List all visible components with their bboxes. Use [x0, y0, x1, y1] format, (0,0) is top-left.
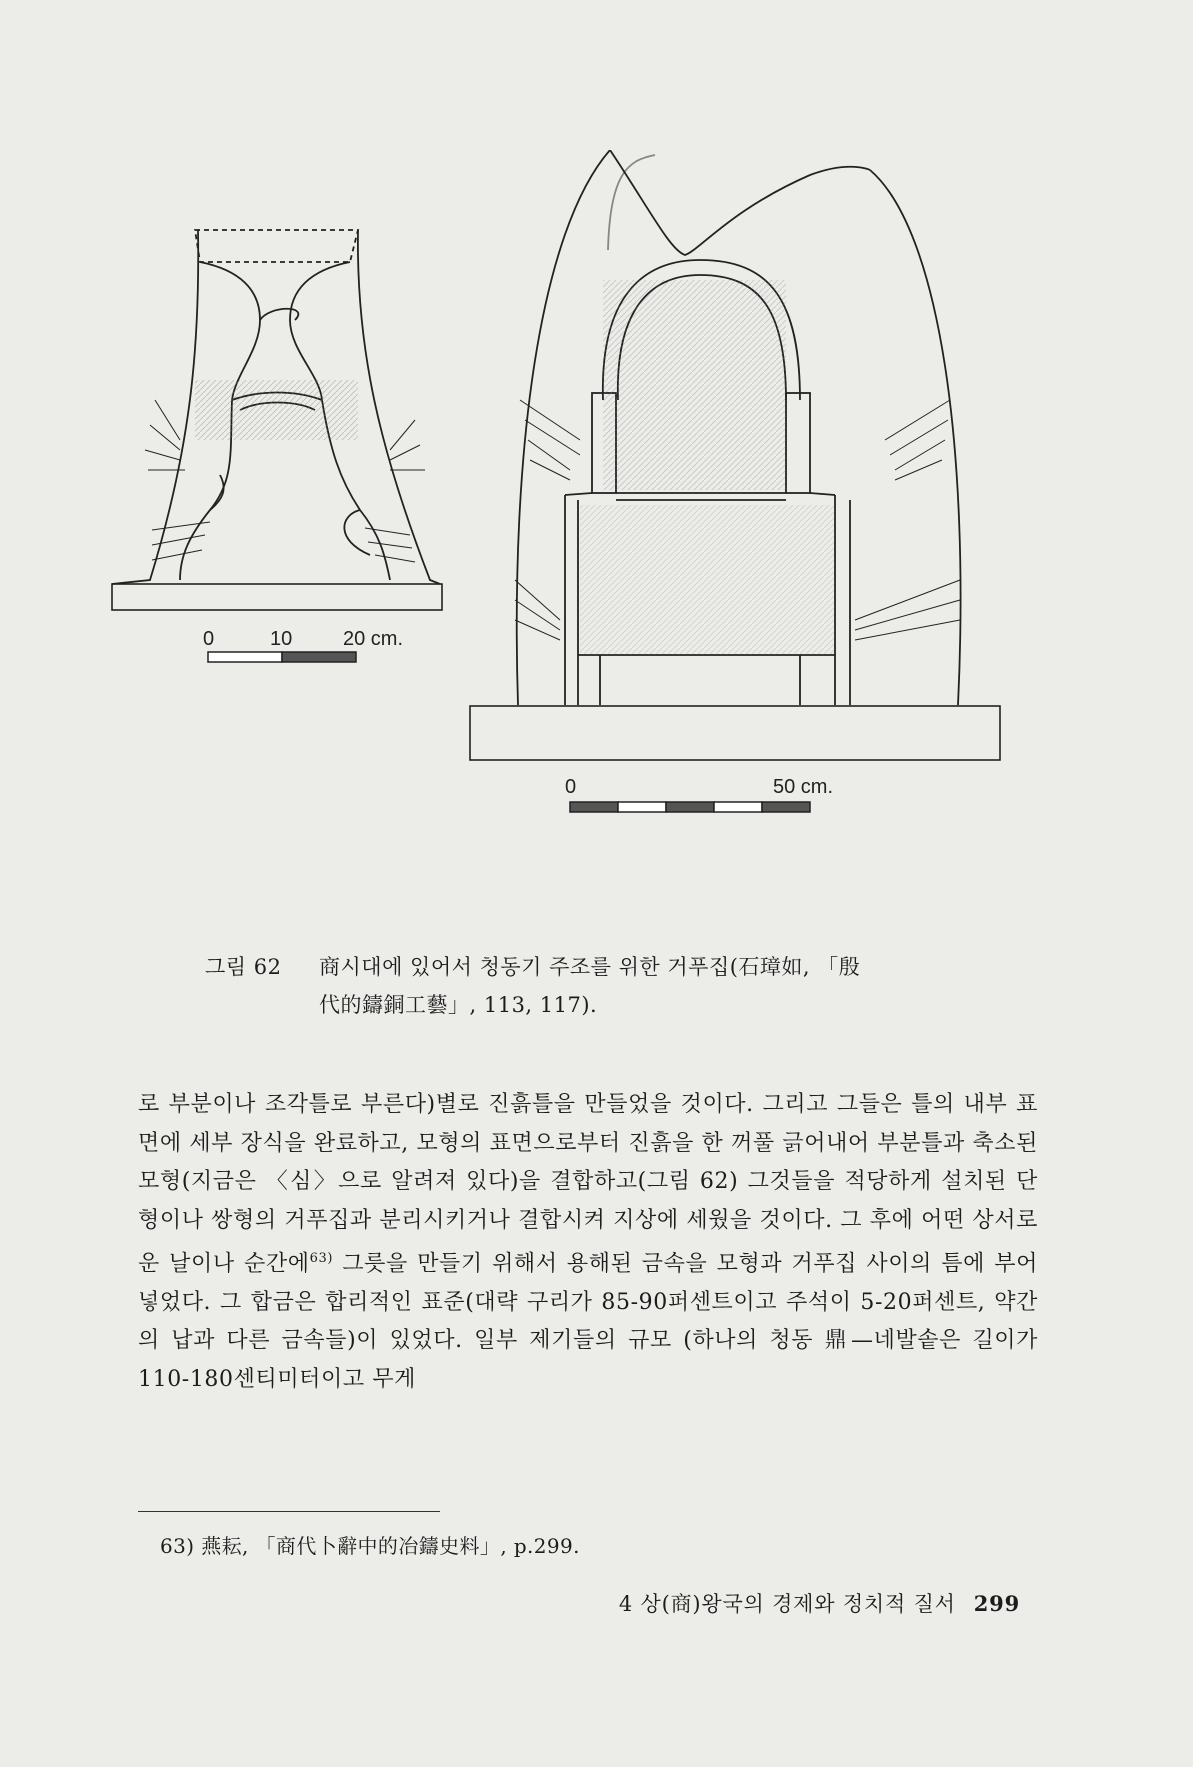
- page-number: 299: [973, 1591, 1020, 1616]
- body-paragraph: [138, 1086, 1038, 1399]
- left-scale-tick-20: 20 cm.: [343, 628, 404, 650]
- left-mold-base: [112, 584, 442, 610]
- left-scale-bar: [203, 628, 403, 662]
- caption-line-2: 代的鑄銅工藝」, 113, 117).: [319, 993, 598, 1017]
- footnote-63: 63) 燕耘, 「商代卜辭中的冶鑄史料」, p.299.: [160, 1534, 580, 1558]
- right-mold-drawing: [515, 150, 961, 705]
- caption-label: 그림 62: [205, 955, 282, 979]
- left-scale-tick-10: 10: [270, 628, 293, 650]
- right-scale-bar: [565, 776, 833, 812]
- mold-figure: [110, 150, 1070, 910]
- right-mold-base: [470, 706, 1000, 760]
- paragraph-text-continued: 그릇을 만들기 위해서 용해된 금속을 모형과 거푸집 사이의 틈에 부어넣었다. 그 합금은 합리적인 표준(대략 구리가 85-90퍼센트이고 주석이 5-20퍼센트, 약간의 납과 다른 금속들)이 있었다. 일부 제기들의 규모 (하나의 청동 鼎—네발솥은 길이가 110-180센티미터이고 무게: [138, 1251, 1038, 1392]
- running-footer: [560, 1588, 1020, 1618]
- figure-caption: [205, 948, 1005, 1024]
- left-mold-drawing: [112, 230, 440, 584]
- left-scale-tick-0: 0: [203, 628, 215, 650]
- footnote-reference[interactable]: 63): [309, 1251, 334, 1266]
- running-title: 4 상(商)왕국의 경제와 정치적 질서: [618, 1592, 956, 1616]
- right-scale-tick-50: 50 cm.: [773, 776, 834, 798]
- right-scale-tick-0: 0: [565, 776, 577, 798]
- footnote-divider: [138, 1511, 440, 1512]
- paragraph-text: 로 부분이나 조각틀로 부른다)별로 진흙틀을 만들었을 것이다. 그리고 그들은 틀의 내부 표면에 세부 장식을 완료하고, 모형의 표면으로부터 진흙을 한 꺼풀 긁어내어 부분틀과 축소된 모형(지금은 〈심〉으로 알려져 있다)을 결합하고(그림 62) 그것들을 적당하게 설치된 단형이나 쌍형의 거푸집과 분리시키거나 결합시켜 지상에 세웠을 것이다. 그 후에 어떤 상서로운 날이나 순간에: [138, 1092, 1038, 1277]
- caption-line-1: 商시대에 있어서 청동기 주조를 위한 거푸집(石璋如, 「殷: [319, 955, 861, 979]
